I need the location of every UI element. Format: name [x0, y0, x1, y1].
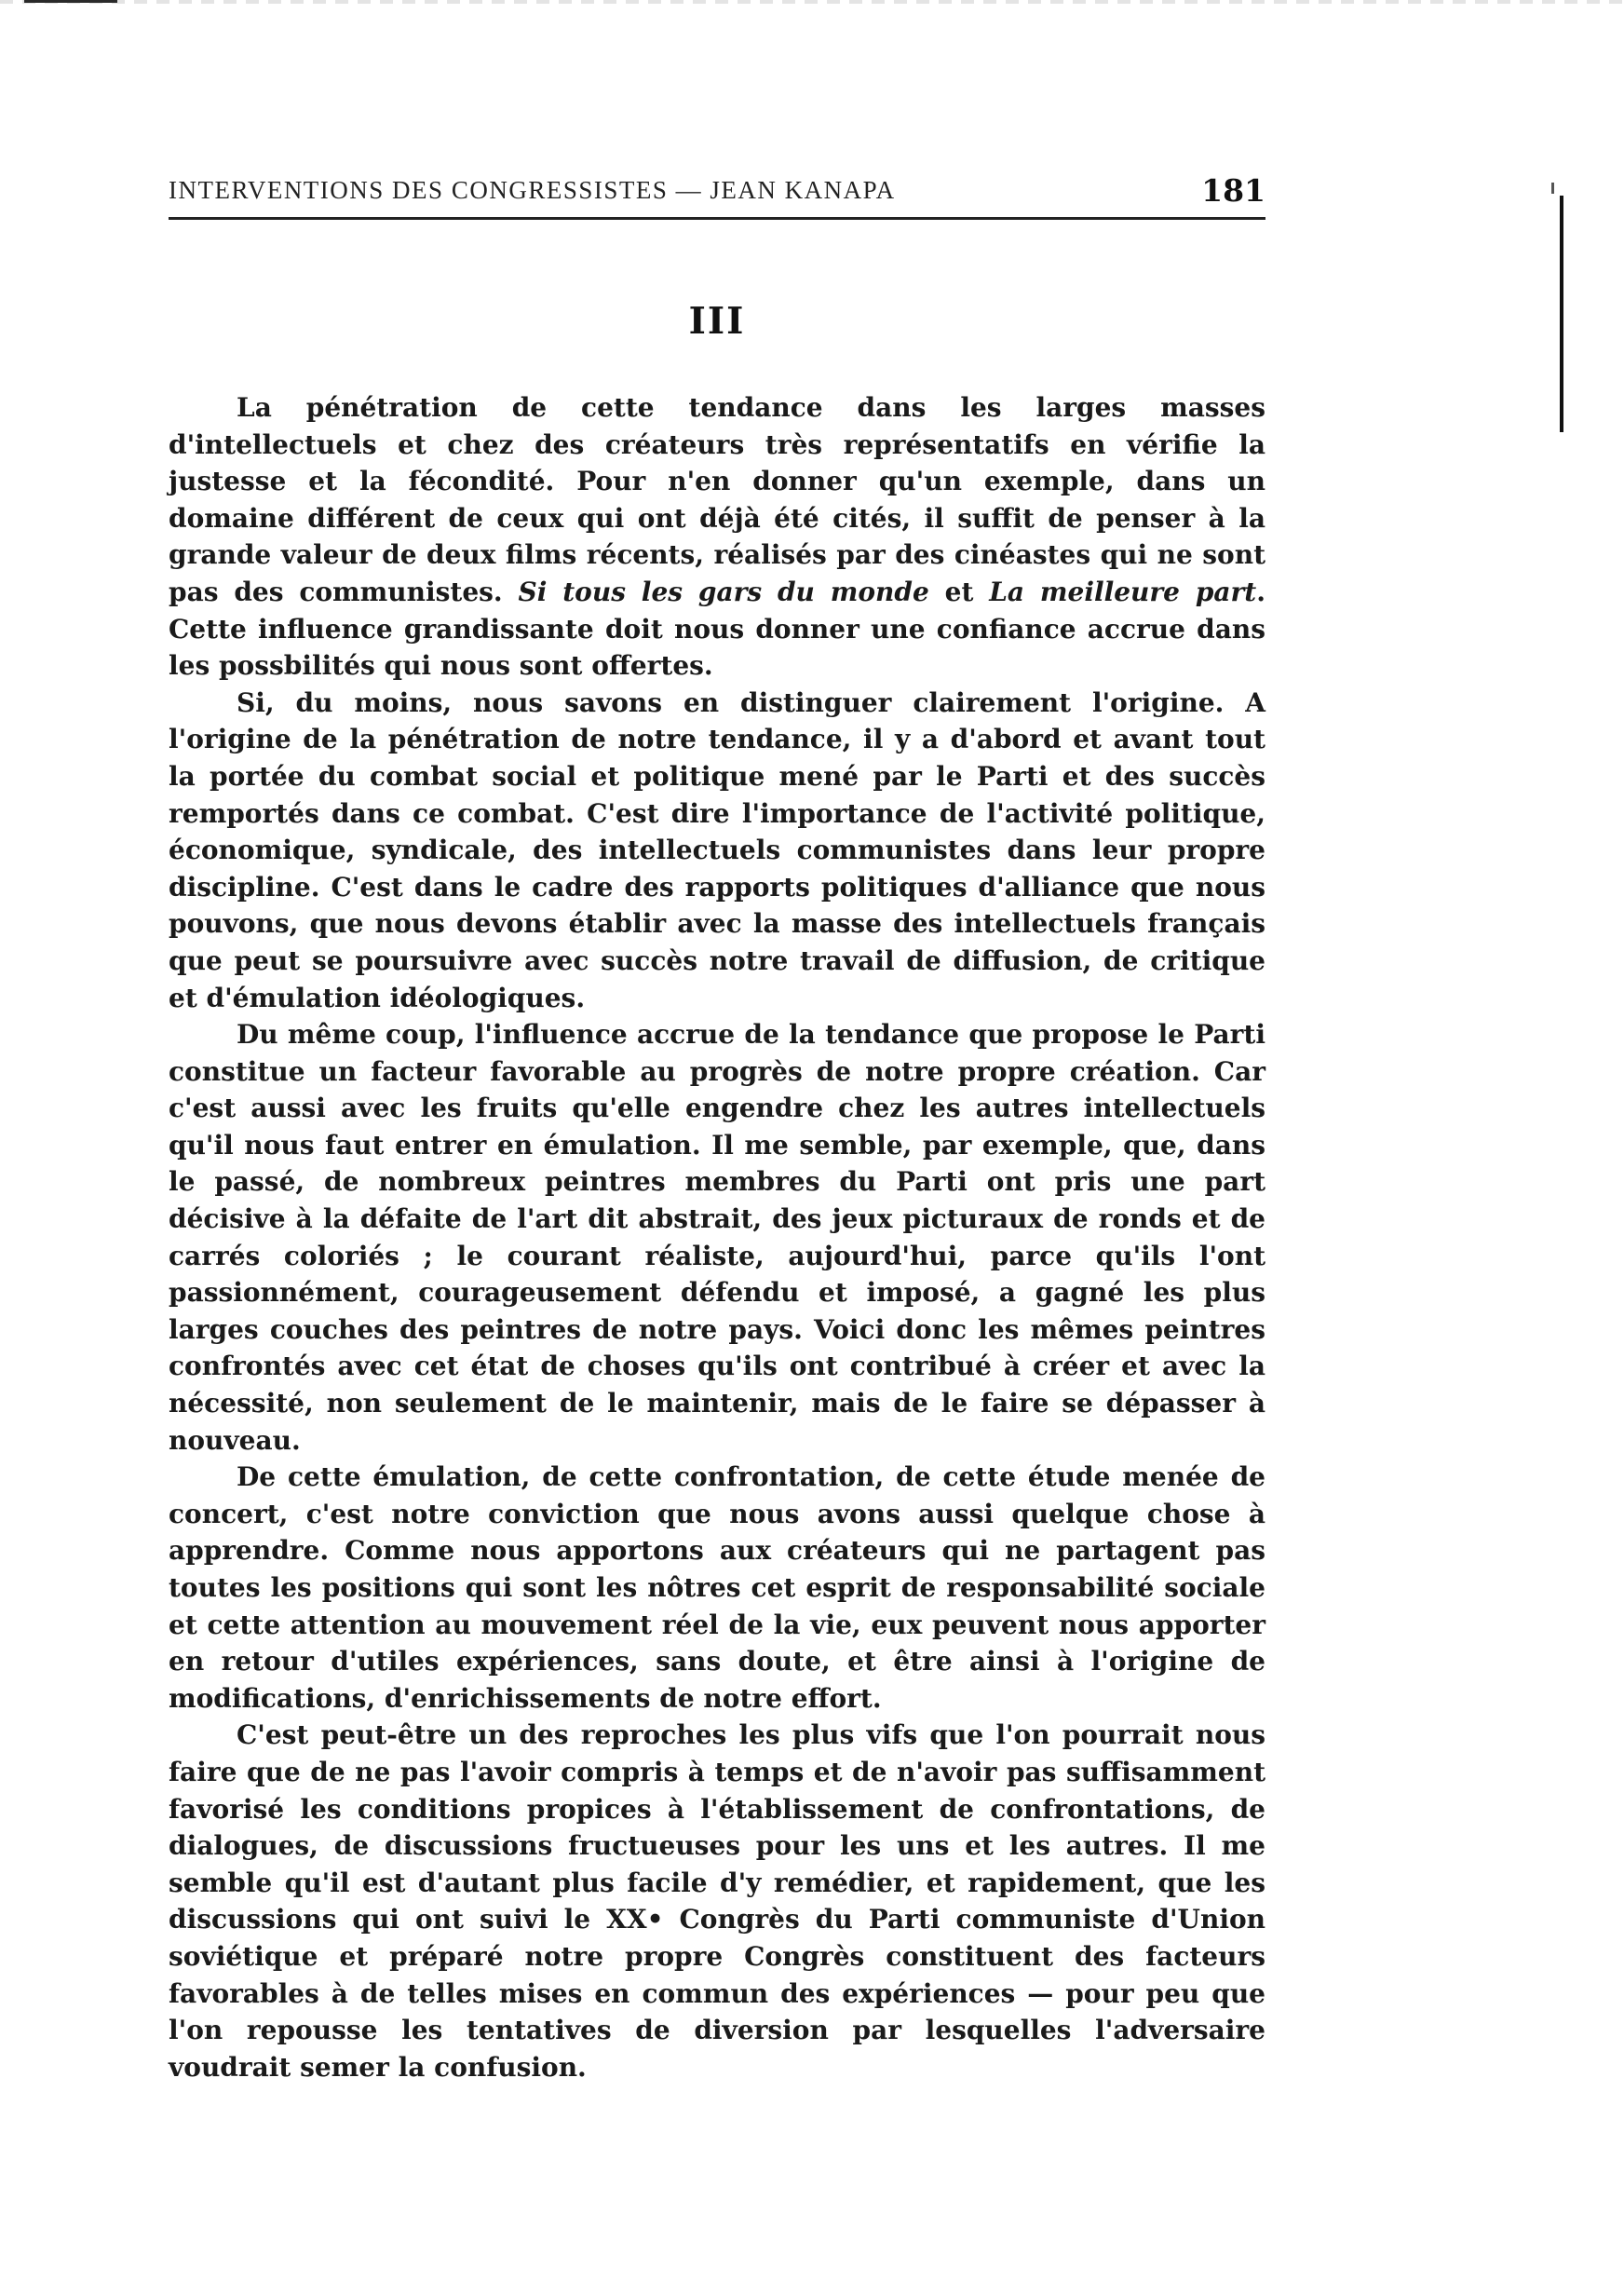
margin-tick: [1551, 183, 1554, 194]
paragraph-2: Si, du moins, nous savons en distinguer clairement l'origine. A l'origine de la pénétration de notre tendance, il y a d'abord et avant tout la portée du combat social et politique mené par le Parti et des succès remportés dans ce combat. C'est dire l'importance de l'activité politique, économique, syndicale, des intellectuels communistes dans leur propre discipline. C'est dans le cadre des rapports politiques d'alliance que nous pouvons, que nous devons établir avec la masse des intellectuels français que peut se poursuivre avec succès notre travail de diffusion, de critique et d'émulation idéologiques.: [169, 686, 1265, 1013]
paragraph-3: Du même coup, l'influence accrue de la tendance que propose le Parti constitue un facteur favorable au progrès de notre propre création. Car c'est aussi avec les fruits qu'elle engendre chez les autres intellectuels qu'il nous faut entrer en émulation. Il me semble, par exemple, que, dans le passé, de nombreux peintres membres du Parti ont pris une part décisive à la défaite de l'art dit abstrait, des jeux picturaux de ronds et de carrés coloriés ; le courant réaliste, aujourd'hui, parce qu'ils l'ont passionnément, courageusement défendu et imposé, a gagné les plus larges couches des peintres de notre pays. Voici donc les mêmes peintres confrontés avec cet état de choses qu'ils ont contribué à créer et avec la nécessité, non seulement de le maintenir, mais de le faire se dépasser à nouveau.: [169, 1019, 1265, 1456]
scan-top-edge: [0, 0, 1624, 4]
paragraph-1-text-a: La pénétration de cette tendance dans les larges masses d'intellectuels et chez des créateurs très représentatifs en vérifie la justesse et la fécondité. Pour n'en donner qu'un exemple, dans un domaine différent de ceux qui ont déjà été cités, il suffit de penser à la grande valeur de deux films récents, réalisés par des cinéastes qui ne sont pas des communistes.: [169, 392, 1265, 607]
scan-top-edge-mark: [24, 0, 117, 3]
film-title-2: La meilleure part: [989, 576, 1257, 607]
paragraph-1: [169, 389, 1265, 685]
paragraph-1-text-c: . Cette influence grandissante doit nous donner une confiance accrue dans les possbilités qui nous sont offertes.: [169, 576, 1265, 682]
body-text: [169, 389, 1265, 2085]
margin-bar: [1560, 196, 1563, 432]
running-head: INTERVENTIONS DES CONGRESSISTES — JEAN KANAPA: [169, 175, 896, 204]
page-header: [169, 168, 1265, 212]
paragraph-1-text-b: et: [928, 576, 990, 607]
section-heading: III: [688, 300, 746, 343]
film-title-1: Si tous les gars du monde: [518, 576, 929, 607]
page-number: 181: [1201, 171, 1265, 209]
header-rule: [169, 217, 1265, 220]
paragraph-4: De cette émulation, de cette confrontation, de cette étude menée de concert, c'est notre conviction que nous avons aussi quelque chose à apprendre. Comme nous apportons aux créateurs qui ne partagent pas toutes les positions qui sont les nôtres cet esprit de responsabilité sociale et cette attention au mouvement réel de la vie, eux peuvent nous apporter en retour d'utiles expériences, sans doute, et être ainsi à l'origine de modifications, d'enrichissements de notre effort.: [169, 1461, 1265, 1714]
paragraph-5: C'est peut-être un des reproches les plus vifs que l'on pourrait nous faire que de ne pas l'avoir compris à temps et de n'avoir pas suffisamment favorisé les conditions propices à l'établissement de confrontations, de dialogues, de discussions fructueuses pour les uns et les autres. Il me semble qu'il est d'autant plus facile d'y remédier, et rapidement, que les discussions qui ont suivi le XX• Congrès du Parti communiste d'Union soviétique et préparé notre propre Congrès constituent des facteurs favorables à de telles mises en commun des expériences — pour peu que l'on repousse les tentatives de diversion par lesquelles l'adversaire voudrait semer la confusion.: [169, 1719, 1265, 2083]
